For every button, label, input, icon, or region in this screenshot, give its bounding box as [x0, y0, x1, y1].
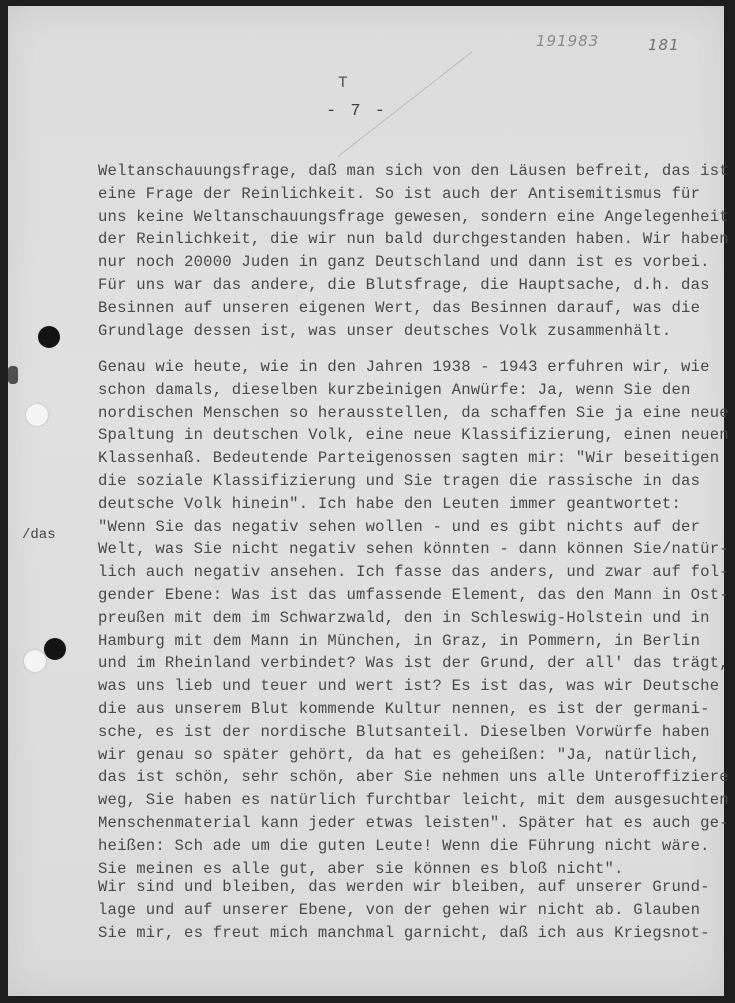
text-line: heißen: Sch ade um die guten Leute! Wenn die Führung nicht wäre.	[98, 836, 710, 855]
text-line: Genau wie heute, wie in den Jahren 1938 - 1943 erfuhren wir, wie	[98, 358, 710, 376]
text-line: nordischen Menschen so herausstellen, da schaffen Sie ja eine neue	[98, 403, 729, 422]
text-line: deutsche Volk hinein". Ich habe den Leuten immer geantwortet:	[98, 494, 682, 513]
text-line: Grundlage dessen ist, was unser deutsches Volk zusammenhält.	[98, 321, 672, 340]
text-line: was uns lieb und teuer und wert ist? Es ist das, was wir Deutsche	[98, 677, 720, 696]
text-line: sche, es ist der nordische Blutsanteil. Dieselben Vorwürfe haben	[98, 722, 710, 741]
text-line: der Reinlichkeit, die wir nun bald durchgestanden haben. Wir haben	[98, 230, 729, 249]
text-line: weg, Sie haben es natürlich furchtbar leicht, mit dem ausgesuchten	[98, 791, 729, 810]
punch-hole	[26, 404, 48, 426]
staple-mark	[8, 366, 18, 384]
ink-mark: T	[338, 74, 348, 92]
text-line: schon damals, dieselben kurzbeinigen Anwürfe: Ja, wenn Sie den	[98, 380, 691, 399]
text-line: "Wenn Sie das negativ sehen wollen - und es gibt nichts auf der	[98, 517, 701, 536]
document-page	[8, 6, 729, 996]
text-line: eine Frage der Reinlichkeit. So ist auch der Antisemitismus für	[98, 184, 701, 203]
text-line: Klassenhaß. Bedeutende Parteigenossen sagten mir: "Wir beseitigen	[98, 449, 720, 468]
text-line: preußen mit dem im Schwarzwald, den in Schleswig-Holstein und in	[98, 608, 710, 627]
paragraph	[98, 356, 729, 880]
text-line: und im Rheinland verbindet? Was ist der Grund, der all' das trägt,	[98, 654, 729, 673]
text-line: Hamburg mit dem Mann in München, in Graz, in Pommern, in Berlin	[98, 631, 701, 650]
margin-note: /das	[22, 527, 56, 543]
text-line: Wir sind und bleiben, das werden wir bleiben, auf unserer Grund-	[98, 878, 710, 896]
page-number: - 7 -	[326, 102, 388, 121]
text-line: Sie mir, es freut mich manchmal garnicht, daß ich aus Kriegsnot-	[98, 923, 710, 942]
text-line: uns keine Weltanschauungsfrage gewesen, sondern eine Angelegenheit	[98, 207, 729, 226]
text-line: gender Ebene: Was ist das umfassende Element, das den Mann in Ost-	[98, 585, 729, 604]
text-line: Für uns war das andere, die Blutsfrage, die Hauptsache, d.h. das	[98, 275, 710, 294]
text-line: wir genau so später gehört, da hat es geheißen: "Ja, natürlich,	[98, 745, 701, 764]
text-line: lich auch negativ ansehen. Ich fasse das anders, und zwar auf fol-	[98, 563, 729, 582]
text-line: die aus unserem Blut kommende Kultur nennen, es ist der germani-	[98, 699, 710, 718]
punch-hole	[44, 638, 66, 660]
text-line: das ist schön, sehr schön, aber Sie nehmen uns alle Unteroffiziere	[98, 768, 729, 787]
text-line: Spaltung in deutschen Volk, eine neue Klassifizierung, einen neuen	[98, 426, 729, 445]
text-line: Welt, was Sie nicht negativ sehen könnten - dann können Sie/natür-	[98, 540, 729, 559]
text-line: Sie meinen es alle gut, aber sie können es bloß nicht".	[98, 859, 624, 878]
text-line: die soziale Klassifizierung und Sie tragen die rassische in das	[98, 471, 701, 490]
text-line: Besinnen auf unseren eigenen Wert, das Besinnen darauf, was die	[98, 298, 701, 317]
folio-number: 181	[648, 36, 680, 54]
archive-number: 191983	[536, 32, 600, 50]
paragraph	[98, 876, 718, 944]
text-line: Menschenmaterial kann jeder etwas leisten". Später hat es auch ge-	[98, 813, 729, 832]
punch-hole	[24, 650, 46, 672]
text-line: nur noch 20000 Juden in ganz Deutschland und dann ist es vorbei.	[98, 253, 710, 272]
text-line: lage und auf unserer Ebene, von der gehen wir nicht ab. Glauben	[98, 900, 701, 919]
paragraph	[98, 160, 729, 342]
punch-hole	[38, 326, 60, 348]
text-line: Weltanschauungsfrage, daß man sich von den Läusen befreit, das ist	[98, 162, 729, 180]
